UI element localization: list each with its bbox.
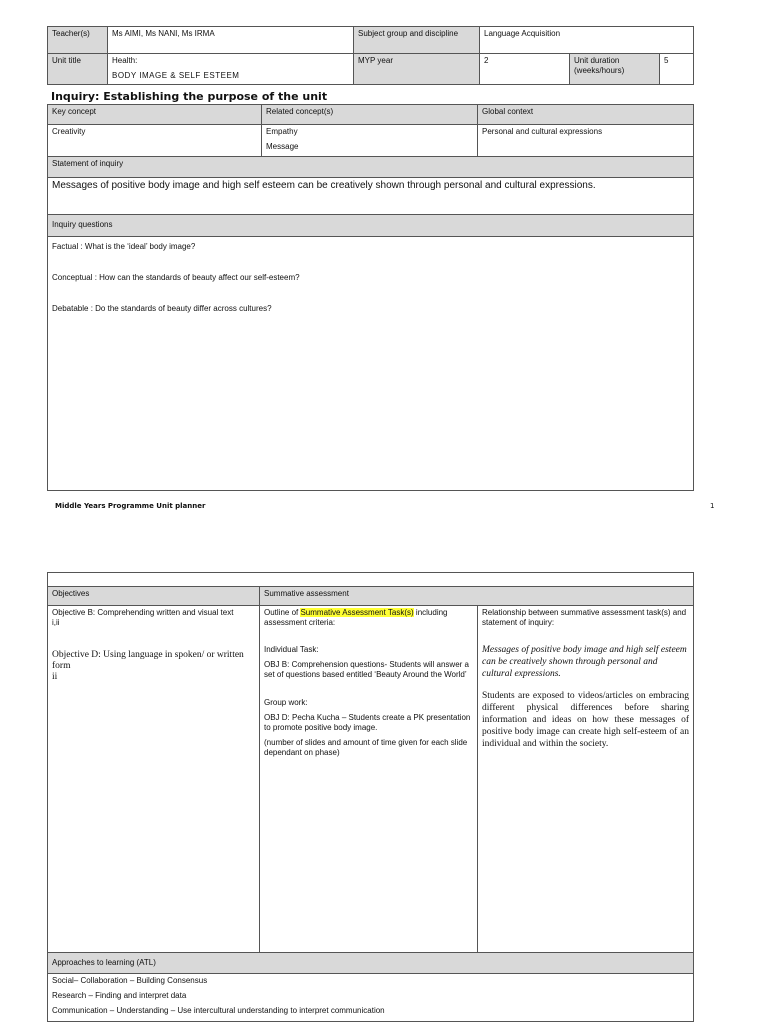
summative-outline-cell <box>260 606 478 953</box>
key-concept-value: Creativity <box>48 125 262 157</box>
group-work-note: (number of slides and amount of time given for each slide dependant on phase) <box>264 738 468 757</box>
relationship-italic: Messages of positive body image and high self esteem can be creatively shown through personal and cultural expressions. <box>482 645 687 679</box>
inquiry-table <box>47 104 694 491</box>
group-work-text: OBJ D: Pecha Kucha – Students create a PK presentation to promote positive body image. <box>264 713 471 732</box>
relationship-cell <box>478 606 694 953</box>
relationship-label: Relationship between summative assessment task(s) and statement of inquiry: <box>482 608 687 627</box>
duration-value: 5 <box>660 54 694 85</box>
outline-suffix: including assessment criteria: <box>264 608 448 627</box>
atl-item: Social– Collaboration – Building Consensus <box>52 976 208 985</box>
atl-label: Approaches to learning (ATL) <box>48 953 694 974</box>
objective-d-sub: ii <box>52 672 58 682</box>
unit-title-line2: BODY IMAGE & SELF ESTEEM <box>112 71 240 80</box>
summative-label: Summative assessment <box>260 587 694 606</box>
atl-item: Research – Finding and interpret data <box>52 991 187 1000</box>
related-concepts-label: Related concept(s) <box>262 105 478 125</box>
subject-label: Subject group and discipline <box>354 27 480 54</box>
relationship-text: Students are exposed to videos/articles on embracing different physical differences before sharing information and ideas on how these messages of positive body image can create high self-esteem of an individual and within the society. <box>482 691 689 749</box>
related-concept-item: Message <box>266 142 299 151</box>
related-concepts-value <box>262 125 478 157</box>
debatable-question: Debatable : Do the standards of beauty differ across cultures? <box>52 304 272 313</box>
objective-b: Objective B: Comprehending written and visual text <box>52 608 234 617</box>
unit-title-line1: Health: <box>112 56 138 65</box>
questions-cell <box>48 237 694 491</box>
atl-item: Communication – Understanding – Use intercultural understanding to interpret communication <box>52 1006 385 1015</box>
page2-table <box>47 572 694 1022</box>
myp-year-label: MYP year <box>354 54 480 85</box>
inquiry-heading: Inquiry: Establishing the purpose of the unit <box>51 90 328 103</box>
objectives-label: Objectives <box>48 587 260 606</box>
global-context-label: Global context <box>478 105 694 125</box>
footer-text: Middle Years Programme Unit planner <box>55 502 206 510</box>
group-work-label: Group work: <box>264 698 308 707</box>
page2-top-row <box>48 573 694 587</box>
factual-question: Factual : What is the ‘ideal’ body image? <box>52 242 196 251</box>
objective-b-sub: i,ii <box>52 618 60 627</box>
duration-label: Unit duration (weeks/hours) <box>570 54 660 85</box>
atl-cell <box>48 974 694 1022</box>
subject-value: Language Acquisition <box>480 27 694 54</box>
statement-value: Messages of positive body image and high self esteem can be creatively shown through personal and cultural expressions. <box>48 178 694 215</box>
outline-text <box>264 608 473 628</box>
header-table <box>47 26 694 85</box>
page-number: 1 <box>710 502 715 510</box>
outline-highlight: Summative Assessment Task(s) <box>300 608 414 617</box>
questions-label: Inquiry questions <box>48 215 694 237</box>
individual-task-text: OBJ B: Comprehension questions- Students will answer a set of questions based entitled ‘Beauty Around the World’ <box>264 660 469 679</box>
key-concept-label: Key concept <box>48 105 262 125</box>
myp-year-value: 2 <box>480 54 570 85</box>
related-concept-item: Empathy <box>266 127 298 136</box>
unit-title-value <box>108 54 354 85</box>
unit-title-label: Unit title <box>48 54 108 85</box>
teacher-label: Teacher(s) <box>48 27 108 54</box>
global-context-value: Personal and cultural expressions <box>478 125 694 157</box>
objectives-cell <box>48 606 260 953</box>
outline-prefix: Outline of <box>264 608 301 617</box>
objective-d: Objective D: Using language in spoken/ or written form <box>52 650 244 671</box>
conceptual-question: Conceptual : How can the standards of beauty affect our self-esteem? <box>52 273 300 282</box>
statement-label: Statement of inquiry <box>48 157 694 178</box>
teacher-value: Ms AIMI, Ms NANI, Ms IRMA <box>108 27 354 54</box>
individual-task-label: Individual Task: <box>264 645 319 654</box>
